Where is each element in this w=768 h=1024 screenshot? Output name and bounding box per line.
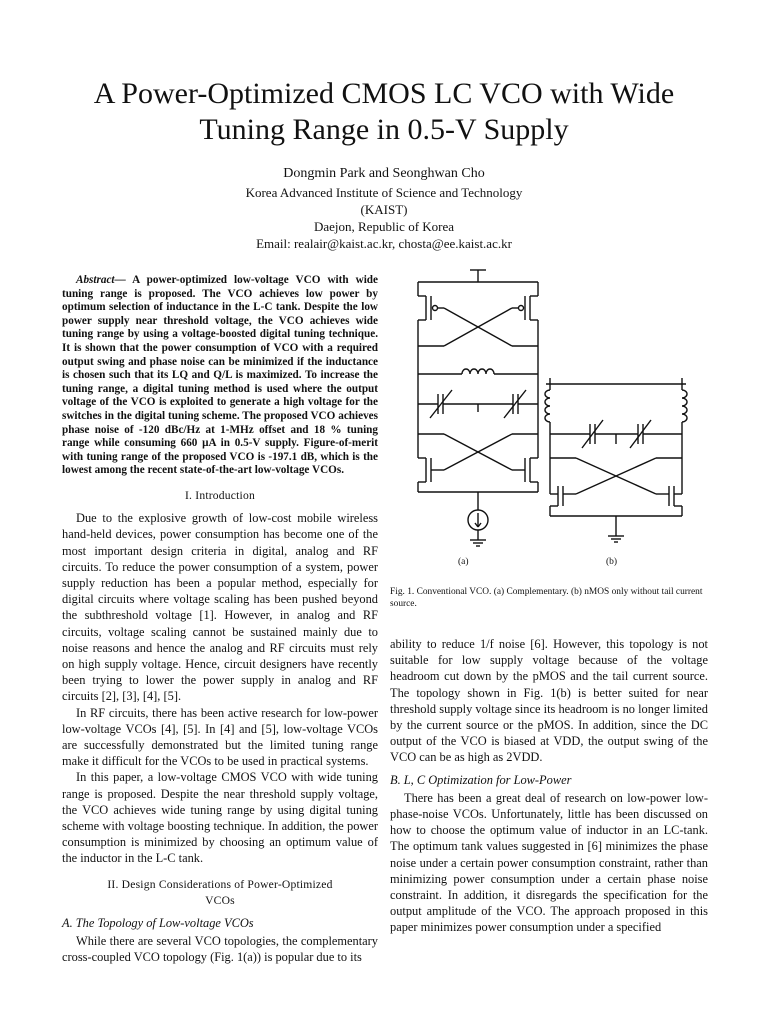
- figure-label-b: (b): [606, 557, 618, 567]
- abstract-text: — A power-optimized low-voltage VCO with wide tuning range is proposed. The VCO achieves low power by optimum selection of inductance in the L-C tank. Despite the low power supply near threshold voltage, the VCO achieves wide tuning range by using a voltage-boosted digital tuning technique. It is shown that the power consumption of VCO with a required output swing and phase noise can be minimized if the inductance is chosen such that its LQ and Q/L is maximized. To increase the tuning range, a digital tuning method is used where the output voltage of the VCO is exploited to generate a high voltage for the switches in the digital tuning scheme. The proposed VCO achieves phase noise of -120 dBc/Hz at 1-MHz offset and 18 % tuning range while consuming 660 μA in 0.5-V supply. Figure-of-merit with tuning range of the proposed VCO is -197.1 dB, which is the lowest among the recent state-of-the-art low-voltage VCOs.: [62, 274, 378, 477]
- figure-caption: Fig. 1. Conventional VCO. (a) Complementary. (b) nMOS only without tail current source.: [390, 587, 703, 609]
- schematic-b: [545, 378, 687, 542]
- title-line-1: A Power-Optimized CMOS LC VCO with Wide: [93, 77, 675, 110]
- title-line-2: Tuning Range in 0.5-V Supply: [199, 113, 569, 146]
- intro-paragraph-2: In RF circuits, there has been active research for low-power low-voltage VCOs [4], [5]. In [4] and [5], low-voltage VCOs are successfully demonstrated but the limited tuning range make it difficult for the VCOs to be used in practical systems.: [62, 705, 378, 769]
- author-email: Email: realair@kaist.ac.kr, chosta@ee.kaist.ac.kr: [256, 236, 512, 251]
- vco-schematic-figure: [398, 262, 716, 572]
- author-city: Daejon, Republic of Korea: [313, 219, 455, 234]
- subsection-heading-topology: A. The Topology of Low-voltage VCOs: [62, 915, 254, 930]
- right-column: [390, 636, 708, 936]
- section-heading-design-line-2: VCOs: [205, 893, 235, 907]
- paper-title: [40, 76, 728, 148]
- intro-paragraph-1: Due to the explosive growth of low-cost mobile wireless hand-held devices, power consumption has become one of the most important design criteria in digital, analog and RF circuits. To reduce the power consumption of a system, power supply reduction has been a popular method, especially for digital circuits where voltage scaling has been pushed beyond the subthreshold voltage [1]. However, in analog and RF circuits, voltage scaling cannot be sustained mainly due to noise reasons and hence the analog and RF circuits must rely on high supply voltage. Hence, circuit designers have recently been trying to lower the power supply in analog and RF circuits [2], [3], [4], [5].: [62, 511, 378, 704]
- section-heading-design: [62, 877, 378, 909]
- section-heading-introduction: I. Introduction: [185, 488, 255, 502]
- affiliation-line-2: (KAIST): [360, 202, 408, 217]
- subsection-heading-lc-optimization: B. L, C Optimization for Low-Power: [390, 772, 572, 787]
- schematic-a: [418, 270, 538, 546]
- intro-paragraph-3: In this paper, a low-voltage CMOS VCO with wide tuning range is proposed. Despite the near threshold supply voltage, the VCO achieves wide tuning range by using digital tuning scheme with voltage boosting technique. In addition, the power consumption is minimized by choosing an optimum value of the inductor in the L-C tank.: [62, 770, 378, 866]
- abstract: [62, 274, 378, 478]
- author-names: Dongmin Park and Seonghwan Cho: [283, 166, 485, 181]
- topology-paragraph-1: While there are several VCO topologies, the complementary cross-coupled VCO topology (Fig. 1(a)) is popular due to its: [62, 934, 378, 965]
- author-block: [40, 165, 728, 252]
- topology-paragraph-2: ability to reduce 1/f noise [6]. However, this topology is not suitable for low supply voltage because of the voltage headroom cut down by the pMOS and the tail current source. The topology shown in Fig. 1(b) is better suited for near threshold supply voltage since its headroom is no longer limited by the current source or the pMOS. In addition, since the DC output of the VCO is biased at VDD, the output swing of the VCO can be as high as 2VDD.: [390, 637, 708, 765]
- figure-label-a: (a): [458, 557, 469, 567]
- affiliation-line-1: Korea Advanced Institute of Science and Technology: [245, 185, 523, 200]
- lc-optimization-paragraph-1: There has been a great deal of research on low-power low-phase-noise VCOs. Unfortunately, little has been discussed on how to choose the optimum value of inductor in an LC-tank. The optimum tank values suggested in [6] minimizes the phase noise under a certain power consumption constraint, rather than minimizing power consumption under a certain phase noise constraint. In addition, it disregards the specification for the output amplitude of the VCO. The approach proposed in this paper minimizes power consumption under a specified: [390, 790, 708, 935]
- abstract-label: Abstract: [76, 274, 115, 286]
- section-heading-design-line-1: II. Design Considerations of Power-Optimized: [107, 877, 333, 891]
- left-column: [62, 274, 378, 966]
